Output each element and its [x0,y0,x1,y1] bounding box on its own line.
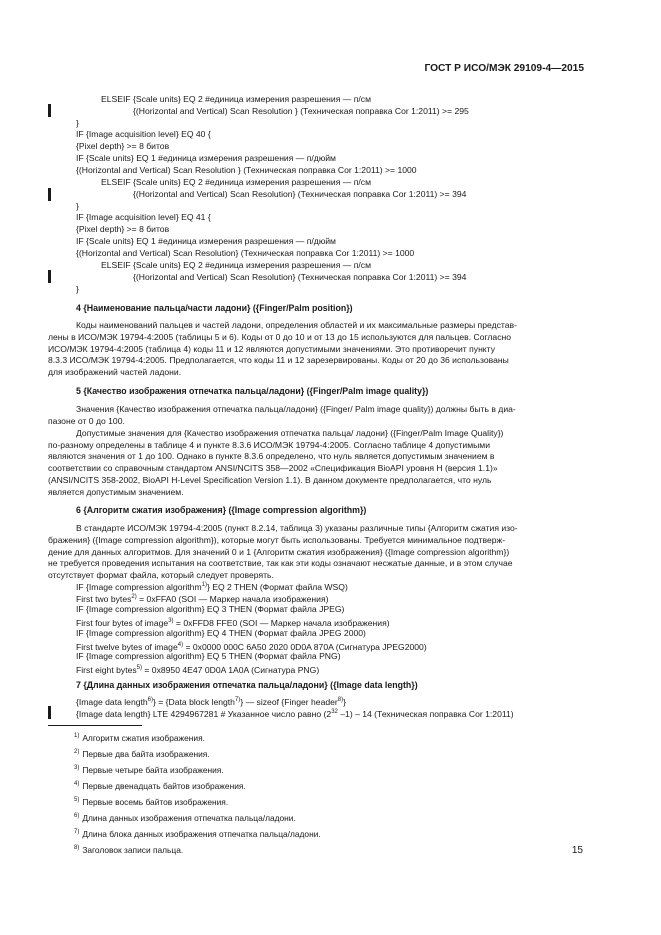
change-bar [48,188,51,201]
document-header: ГОСТ Р ИСО/МЭК 29109-4—2015 [424,63,584,74]
change-bar [48,706,51,719]
footnote: $^{5)}$ Первые восемь байтов изображения. [74,797,229,807]
code-line: } [76,284,79,294]
section-heading: 5 {Качество изображения отпечатка пальца/ладони} ({Finger/Palm image quality}) [76,386,429,396]
code-line: IF {Image acquisition level} EQ 40 { [76,129,211,139]
change-bar [48,104,51,117]
footnote: $^{2)}$ Первые два байта изображения. [74,749,210,759]
code-line: First twelve bytes of image$^{4)}$ = 0x0000 000C 6A50 2020 0D0A 870A (Сигнатура JPEG2000) [76,641,427,652]
paragraph-line: соответствии со справочным стандартом ANSI/NCITS 358—2002 «Спецификация BioAPI уровня H (версия 1.1)» [48,463,498,473]
code-line: {Pixel depth} >= 8 битов [76,224,170,234]
code-line: IF {Image compression algorithm} EQ 5 THEN (Формат файла PNG) [76,651,341,661]
change-bar [48,270,51,283]
paragraph-line: Коды наименований пальцев и частей ладони, определения областей и их максимальные размеры представ- [76,320,517,330]
footnote: $^{4)}$ Первые двенадцать байтов изображения. [74,781,246,791]
code-line: } [76,118,79,128]
paragraph-line: лены в ИСО/МЭК 19794-4:2005 (таблицы 5 и 6). Коды от 0 до 10 и от 13 до 15 используются для пальцев. Согласно [48,332,512,342]
code-line: {(Horizontal and Vertical) Scan Resolution} (Техническая поправка Cor 1:2011) >= 394 [133,189,467,199]
paragraph-line: Значения {Качество изображения отпечатка пальца/ладони} ({Finger/ Palm image quality}) должны быть в диа- [76,404,516,414]
paragraph-line: (ANSI/NCITS 358-2002, BioAPI H-Level Specification Version 1.1). В данном документе предполагается, что нуль [48,475,492,485]
paragraph-line: являются значения от 1 до 100. Однако в пункте 8.3.6 определено, что нуль является допустимым значением в [48,451,495,461]
code-line: First four bytes of image$^{3)}$ = 0xFFD8 FFE0 (SOI — Маркер начала изображения) [76,617,390,628]
paragraph-line: является допустимым значением. [48,487,184,497]
code-line: IF {Image compression algorithm} EQ 3 THEN (Формат файла JPEG) [76,604,345,614]
paragraph-line: отсутствует формат файла, который следует проверять. [48,570,274,580]
footnote: $^{8)}$ Заголовок записи пальца. [74,845,184,855]
code-line: {(Horizontal and Vertical) Scan Resolution} (Техническая поправка Cor 1:2011) >= 394 [133,272,467,282]
paragraph-line: пазоне от 0 до 100. [48,416,125,426]
code-line: {Pixel depth} >= 8 битов [76,141,170,151]
paragraph-line: дение для данных алгоритмов. Для значений 0 и 1 {Алгоритм сжатия изображения} ({Image compression algorithm}) [48,547,510,557]
code-line: {(Horizontal and Vertical) Scan Resolution } (Техническая поправка Cor 1:2011) >= 295 [133,106,469,116]
paragraph-line: для изображений частей ладони. [48,367,182,377]
code-line: IF {Image compression algorithm} EQ 4 THEN (Формат файла JPEG 2000) [76,628,366,638]
paragraph-line: Допустимые значения для {Качество изображения отпечатка пальца/ ладони} ({Finger/Palm Image Quality}) [76,428,504,438]
code-line: ELSEIF {Scale units} EQ 2 #единица измерения разрешения — п/см [101,177,371,187]
code-line: {Image data length} LTE 4294967281 # Указанное число равно ($2^{32}$ –1) – 14 (Техническая поправка Cor 1:2011) [76,708,514,719]
code-line: IF {Scale units} EQ 1 #единица измерения разрешения — п/дюйм [76,153,336,163]
footnote: $^{3)}$ Первые четыре байта изображения. [74,765,224,775]
section-heading: 4 {Наименование пальца/части ладони} ({Finger/Palm position}) [76,303,353,313]
code-line: IF {Image compression algorithm$^{1)}$} EQ 2 THEN (Формат файла WSQ) [76,581,348,592]
section-heading: 7 {Длина данных изображения отпечатка пальца/ладони} ({Image data length}) [76,680,418,690]
paragraph-line: 8.3.3 ИСО/МЭК 19794-4:2005. Предполагается, что коды 11 и 12 зарезервированы. Коды от 20 до 36 использованы [48,355,509,365]
code-line: ELSEIF {Scale units} EQ 2 #единица измерения разрешения — п/см [101,94,371,104]
code-line: IF {Scale units} EQ 1 #единица измерения разрешения — п/дюйм [76,236,336,246]
code-line: {Image data length$^{6)}$} = {Data block length$^{7)}$} — sizeof {Finger header$^{8)}$} [76,696,346,707]
section-heading: 6 {Алгоритм сжатия изображения} ({Image compression algorithm}) [76,505,367,515]
code-line: IF {Image acquisition level} EQ 41 { [76,212,211,222]
footnote-separator [48,725,142,726]
paragraph-line: по-разному определены в таблице 4 и пункте 8.3.6 ИСО/МЭК 19794-4:2005. Согласно таблице 4 допустимыми [48,440,491,450]
paragraph-line: ИСО/МЭК 19794-4:2005 (таблица 4) коды 11 и 12 являются допустимыми значениями. Это противоречит пункту [48,344,495,354]
code-line: {(Horizontal and Vertical) Scan Resolution } (Техническая поправка Cor 1:2011) >= 1000 [76,165,417,175]
code-line: {(Horizontal and Vertical) Scan Resolution} (Техническая поправка Cor 1:2011) >= 1000 [76,248,415,258]
page-number: 15 [571,845,583,856]
footnote: $^{6)}$ Длина данных изображения отпечатка пальца/ладони. [74,813,296,823]
footnote: $^{1)}$ Алгоритм сжатия изображения. [74,733,205,743]
paragraph-line: не требуется проведения испытания на соответствие, так как эти коды означают несжатые данные, и в этом случае [48,558,513,568]
code-line: ELSEIF {Scale units} EQ 2 #единица измерения разрешения — п/см [101,260,371,270]
footnote: $^{7)}$ Длина блока данных изображения отпечатка пальца/ладони. [74,829,321,839]
code-line: } [76,201,79,211]
code-line: First eight bytes$^{5)}$ = 0x8950 4E47 0D0A 1A0A (Сигнатура PNG) [76,664,320,675]
code-line: First two bytes$^{2)}$ = 0xFFA0 (SOI — Маркер начала изображения) [76,593,329,604]
paragraph-line: В стандарте ИСО/МЭК 19794-4:2005 (пункт 8.2.14, таблица 3) указаны различные типы {Алгоритм сжатия изо- [76,523,518,533]
paragraph-line: бражения} ({Image compression algorithm}), которые могут быть использованы. Требуется минимальное подтверж- [48,535,506,545]
